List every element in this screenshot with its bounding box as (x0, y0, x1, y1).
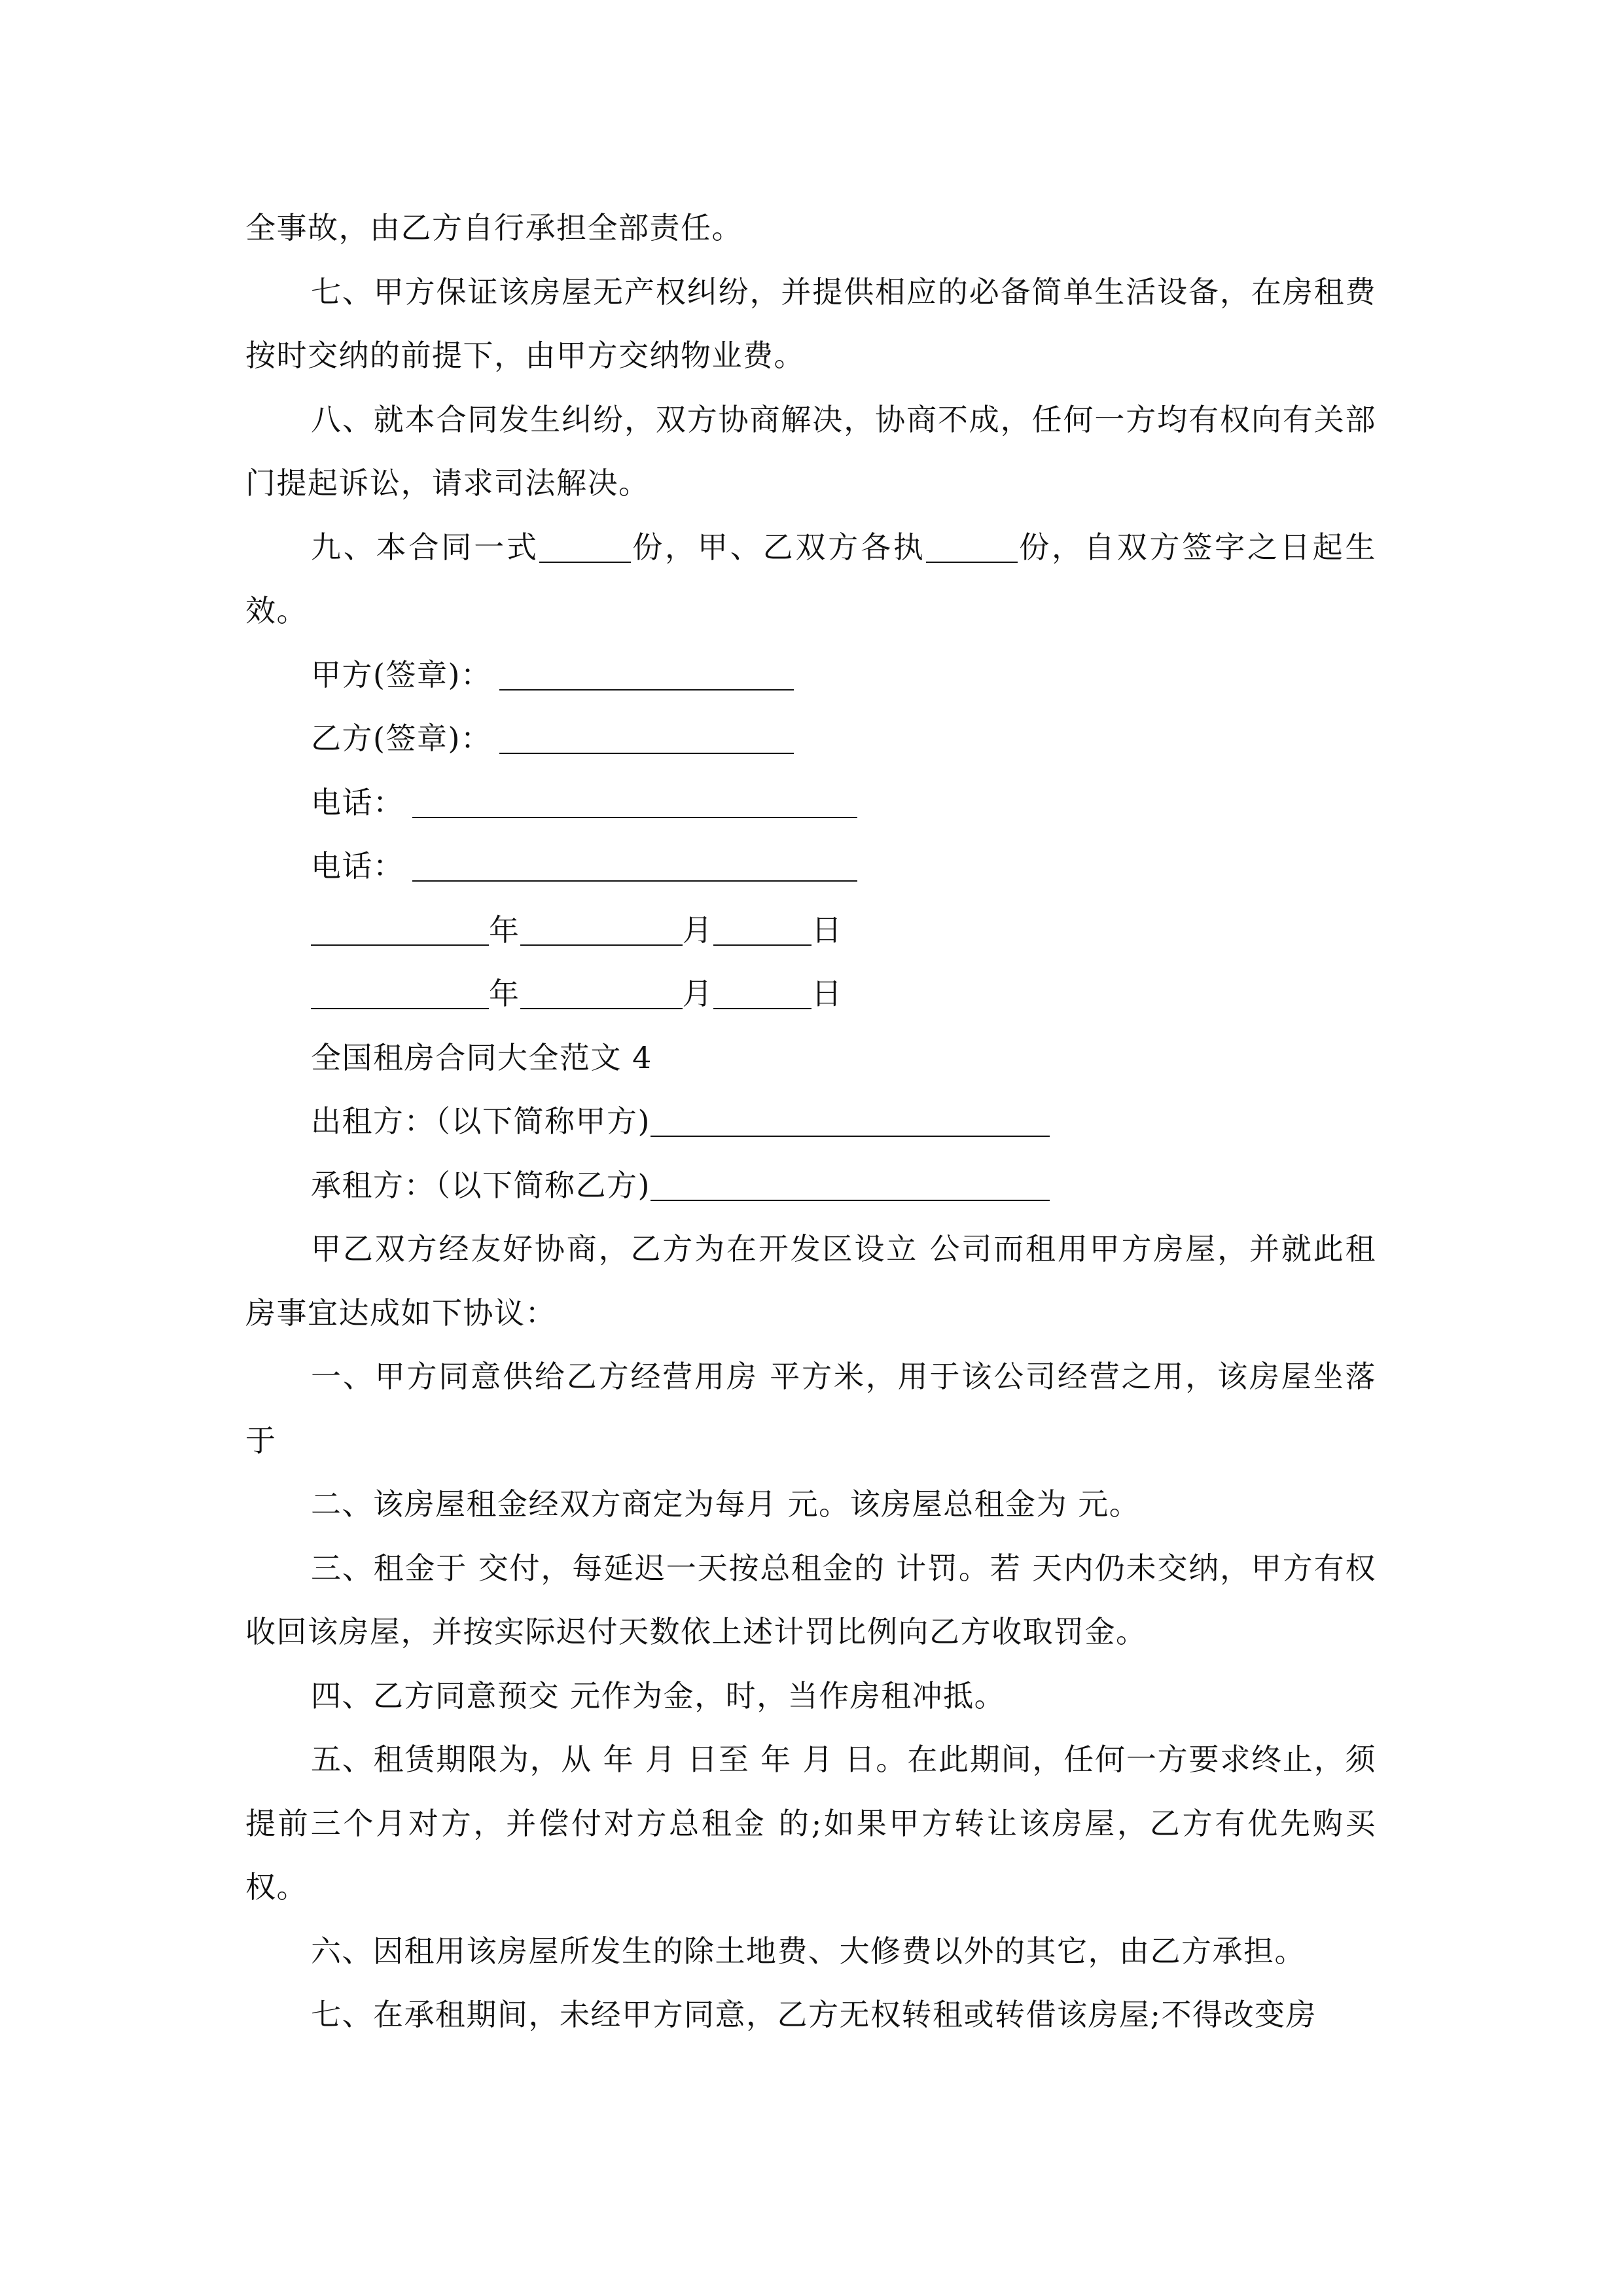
month-blank-2[interactable] (520, 978, 683, 1009)
section-title: 全国租房合同大全范文 4 (311, 1039, 652, 1075)
month-label: 月 (682, 976, 713, 1011)
party-b-signature-blank[interactable] (499, 723, 794, 754)
month-blank-1[interactable] (520, 914, 683, 946)
date-row-2 (245, 962, 1376, 1026)
paragraph-clause-9-copies (245, 516, 1376, 643)
date-row-1 (245, 899, 1376, 963)
clause-9-text-1: 九、本合同一式 (311, 529, 539, 565)
party-b-signature-label: 乙方(签章)： (311, 721, 492, 756)
party-a-signature-row (245, 643, 1376, 708)
year-label: 年 (489, 912, 520, 948)
phone-label-2: 电话： (311, 848, 404, 884)
day-label: 日 (812, 912, 843, 948)
year-blank-1[interactable] (311, 914, 489, 946)
month-label: 月 (682, 912, 713, 948)
day-blank-1[interactable] (713, 914, 812, 946)
day-label: 日 (812, 976, 843, 1011)
year-blank-2[interactable] (311, 978, 489, 1009)
document-body (245, 196, 1376, 2047)
party-a-signature-label: 甲方(签章)： (311, 656, 492, 692)
phone-row-1 (245, 771, 1376, 835)
paragraph-clause-1: 一、甲方同意供给乙方经营用房 平方米，用于该公司经营之用，该房屋坐落于 (245, 1359, 1376, 1458)
paragraph-liability-end: 全事故，由乙方自行承担全部责任。 (245, 210, 743, 245)
phone-blank-2[interactable] (412, 850, 857, 882)
lessee-blank[interactable] (651, 1170, 1050, 1201)
lessor-label: 出租方：（以下简称甲方) (311, 1103, 651, 1139)
phone-blank-1[interactable] (412, 787, 857, 818)
party-a-signature-blank[interactable] (499, 659, 794, 691)
copies-total-blank[interactable] (539, 531, 631, 563)
clause-9-text-3: 份，自双方签字之日起生效。 (245, 529, 1377, 628)
paragraph-intro: 甲乙双方经友好协商，乙方为在开发区设立 公司而租用甲方房屋，并就此租房事宜达成如下协议： (245, 1231, 1376, 1331)
lessee-label: 承租方：（以下简称乙方) (311, 1167, 651, 1203)
paragraph-clause-8-dispute: 八、就本合同发生纠纷，双方协商解决，协商不成，任何一方均有权向有关部门提起诉讼，请求司法解决。 (245, 401, 1376, 501)
year-label: 年 (489, 976, 520, 1011)
paragraph-clause-4: 四、乙方同意预交 元作为金，时，当作房租冲抵。 (311, 1677, 1006, 1713)
copies-each-blank[interactable] (926, 531, 1018, 563)
lessor-row (245, 1090, 1376, 1154)
paragraph-clause-7-sublet: 七、在承租期间，未经甲方同意，乙方无权转租或转借该房屋;不得改变房 (311, 1997, 1317, 2032)
paragraph-clause-2: 二、该房屋租金经双方商定为每月 元。该房屋总租金为 元。 (311, 1486, 1141, 1522)
paragraph-clause-3: 三、租金于 交付，每延迟一天按总租金的 计罚。若 天内仍未交纳，甲方有权收回该房屋，并按实际迟付天数依上述计罚比例向乙方收取罚金。 (245, 1550, 1376, 1649)
lessee-row (245, 1154, 1376, 1218)
paragraph-clause-5: 五、租赁期限为，从 年 月 日至 年 月 日。在此期间，任何一方要求终止，须提前三个月对方，并偿付对方总租金 的;如果甲方转让该房屋，乙方有优先购买权。 (245, 1742, 1376, 1905)
paragraph-clause-7-property: 七、甲方保证该房屋无产权纠纷，并提供相应的必备简单生活设备，在房租费按时交纳的前提下，由甲方交纳物业费。 (245, 274, 1376, 373)
phone-row-2 (245, 834, 1376, 899)
paragraph-clause-6: 六、因租用该房屋所发生的除土地费、大修费以外的其它，由乙方承担。 (311, 1933, 1306, 1969)
party-b-signature-row (245, 707, 1376, 771)
day-blank-2[interactable] (713, 978, 812, 1009)
lessor-blank[interactable] (651, 1105, 1050, 1137)
phone-label-1: 电话： (311, 784, 404, 820)
clause-9-text-2: 份，甲、乙双方各执 (630, 529, 926, 565)
